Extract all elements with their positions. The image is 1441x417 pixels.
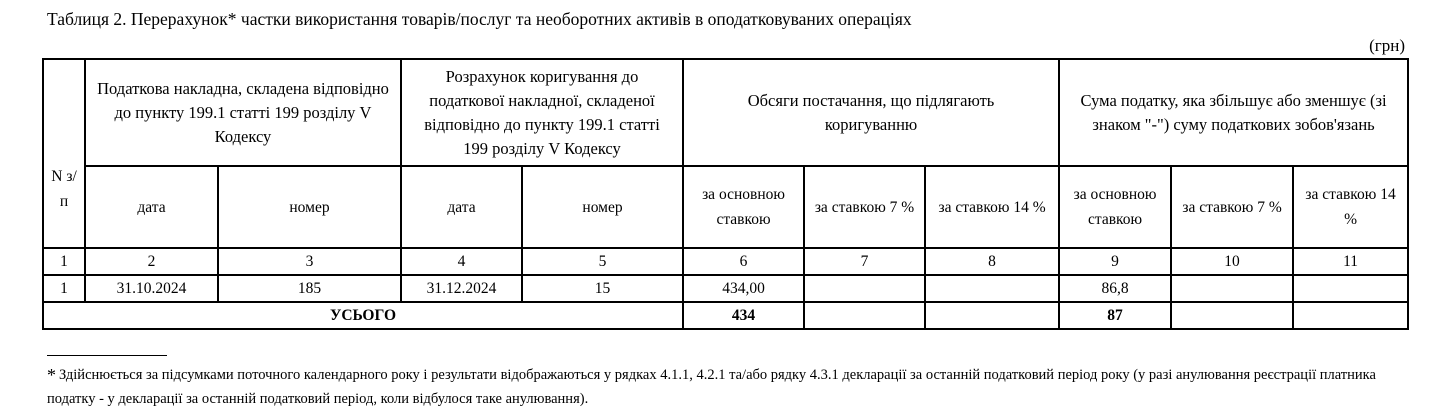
cell-adjustment-date: 31.12.2024 [401, 275, 522, 302]
cell-volume-base-rate: 434,00 [683, 275, 804, 302]
total-tax-rate-14 [1293, 302, 1408, 329]
header-tax-invoice: Податкова накладна, складена відповідно до пункту 199.1 статті 199 розділу V Кодексу [85, 59, 401, 166]
header-row-sub [43, 166, 1408, 248]
total-tax-base-rate: 87 [1059, 302, 1171, 329]
total-row [43, 302, 1408, 329]
header-n-zp: N з/п [43, 59, 85, 248]
column-number: 3 [218, 248, 401, 275]
column-number: 8 [925, 248, 1059, 275]
cell-tax-rate-14 [1293, 275, 1408, 302]
column-number: 10 [1171, 248, 1293, 275]
cell-adjustment-number: 15 [522, 275, 683, 302]
cell-volume-rate-7 [804, 275, 925, 302]
subheader-adjustment-date: дата [401, 166, 522, 248]
subheader-tax-rate-14: за ставкою 14 % [1293, 166, 1408, 248]
column-number: 1 [43, 248, 85, 275]
cell-volume-rate-14 [925, 275, 1059, 302]
column-number: 9 [1059, 248, 1171, 275]
column-number: 6 [683, 248, 804, 275]
header-adjustment-calc: Розрахунок коригування до податкової накладної, складеної відповідно до пункту 199.1 статті 199 розділу V Кодексу [401, 59, 683, 166]
footnote-star: * [47, 365, 56, 385]
table-title: Таблиця 2. Перерахунок* частки використання товарів/послуг та необоротних активів в оподатковуваних операціях [47, 9, 912, 29]
table-row [43, 275, 1408, 302]
footnote [47, 363, 1417, 411]
column-number: 11 [1293, 248, 1408, 275]
cell-invoice-date: 31.10.2024 [85, 275, 218, 302]
cell-invoice-number: 185 [218, 275, 401, 302]
subheader-invoice-date: дата [85, 166, 218, 248]
total-volume-rate-14 [925, 302, 1059, 329]
subheader-volume-base-rate: за основною ставкою [683, 166, 804, 248]
cell-tax-base-rate: 86,8 [1059, 275, 1171, 302]
header-tax-amount: Сума податку, яка збільшує або зменшує (зі знаком "-") суму податкових зобов'язань [1059, 59, 1408, 166]
header-supply-volumes: Обсяги постачання, що підлягають коригуванню [683, 59, 1059, 166]
total-volume-base-rate: 434 [683, 302, 804, 329]
subheader-tax-base-rate: за основною ставкою [1059, 166, 1171, 248]
column-number: 7 [804, 248, 925, 275]
footnote-text: Здійснюється за підсумками поточного календарного року і результати відображаються у рядках 4.1.1, 4.2.1 та/або рядку 4.3.1 декларації за останній податковий період року (у разі анулювання реєстрації платника податку - у декларації за останній податковий період, коли відбулося таке анулювання). [47, 367, 1376, 407]
subheader-tax-rate-7: за ставкою 7 % [1171, 166, 1293, 248]
footnote-divider [47, 355, 167, 356]
recalculation-table [42, 58, 1409, 330]
subheader-invoice-number: номер [218, 166, 401, 248]
cell-row-number: 1 [43, 275, 85, 302]
column-number: 2 [85, 248, 218, 275]
subheader-adjustment-number: номер [522, 166, 683, 248]
total-tax-rate-7 [1171, 302, 1293, 329]
subheader-volume-rate-7: за ставкою 7 % [804, 166, 925, 248]
cell-tax-rate-7 [1171, 275, 1293, 302]
currency-unit: (грн) [1369, 36, 1405, 55]
column-number: 5 [522, 248, 683, 275]
header-row-groups [43, 59, 1408, 166]
subheader-volume-rate-14: за ставкою 14 % [925, 166, 1059, 248]
column-numbers-row [43, 248, 1408, 275]
total-volume-rate-7 [804, 302, 925, 329]
total-label: УСЬОГО [43, 302, 683, 329]
column-number: 4 [401, 248, 522, 275]
